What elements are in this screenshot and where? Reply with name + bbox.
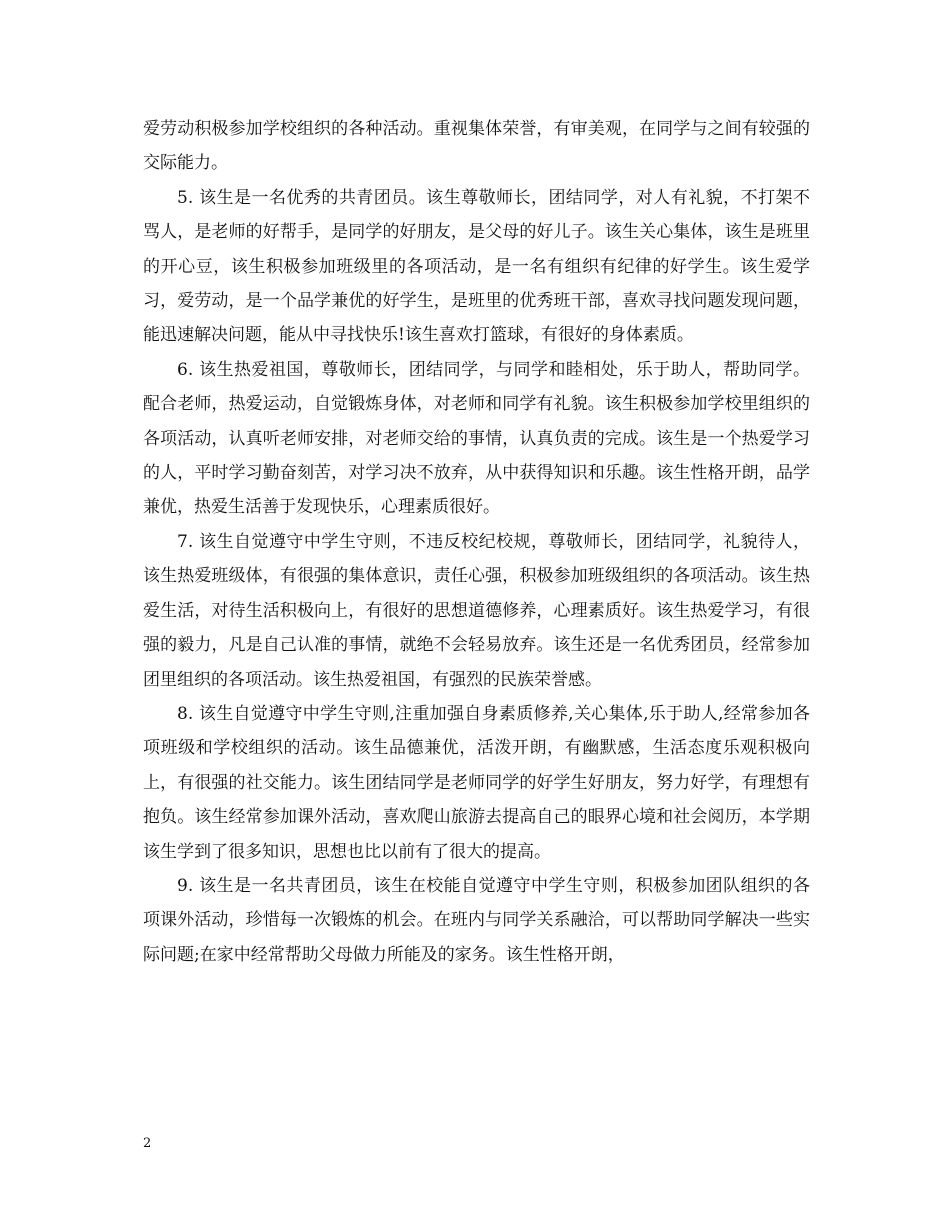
paragraph-9: 9. 该生是一名共青团员，该生在校能自觉遵守中学生守则，积极参加团队组织的各项课外活动，珍惜每一次锻炼的机会。在班内与同学关系融洽，可以帮助同学解决一些实际问题;在家中经常帮助父母做力所能及的家务。该生性格开朗， — [143, 875, 810, 965]
document-body — [143, 112, 810, 972]
paragraph-5: 5. 该生是一名优秀的共青团员。该生尊敬师长，团结同学，对人有礼貌，不打架不骂人，是老师的好帮手，是同学的好朋友，是父母的好儿子。该生关心集体，该生是班里的开心豆，该生积极参加班级里的各项活动，是一名有组织有纪律的好学生。该生爱学习，爱劳动，是一个品学兼优的好学生，是班里的优秀班干部，喜欢寻找问题发现问题，能迅速解决问题，能从中寻找快乐!该生喜欢打篮球，有很好的身体素质。 — [143, 187, 810, 346]
paragraph-8: 8. 该生自觉遵守中学生守则,注重加强自身素质修养,关心集体,乐于助人,经常参加各项班级和学校组织的活动。该生品德兼优，活泼开朗，有幽默感，生活态度乐观积极向上，有很强的社交能力。该生团结同学是老师同学的好学生好朋友，努力好学，有理想有抱负。该生经常参加课外活动，喜欢爬山旅游去提高自己的眼界心境和社会阅历，本学期该生学到了很多知识，思想也比以前有了很大的提高。 — [143, 703, 810, 862]
page-number: 2 — [143, 1136, 152, 1151]
paragraph-continued: 爱劳动积极参加学校组织的各种活动。重视集体荣誉，有审美观，在同学与之间有较强的交际能力。 — [143, 119, 810, 174]
paragraph-7: 7. 该生自觉遵守中学生守则，不违反校纪校规，尊敬师长，团结同学，礼貌待人，该生热爱班级体，有很强的集体意识，责任心强，积极参加班级组织的各项活动。该生热爱生活，对待生活积极向上，有很好的思想道德修养，心理素质好。该生热爱学习，有很强的毅力，凡是自己认准的事情，就绝不会轻易放弃。该生还是一名优秀团员，经常参加团里组织的各项活动。该生热爱祖国，有强烈的民族荣誉感。 — [143, 531, 810, 690]
paragraph-6: 6. 该生热爱祖国，尊敬师长，团结同学，与同学和睦相处，乐于助人，帮助同学。配合老师，热爱运动，自觉锻炼身体，对老师和同学有礼貌。该生积极参加学校里组织的各项活动，认真听老师安排，对老师交给的事情，认真负责的完成。该生是一个热爱学习的人，平时学习勤奋刻苦，对学习决不放弃，从中获得知识和乐趣。该生性格开朗，品学兼优，热爱生活善于发现快乐，心理素质很好。 — [143, 359, 810, 518]
